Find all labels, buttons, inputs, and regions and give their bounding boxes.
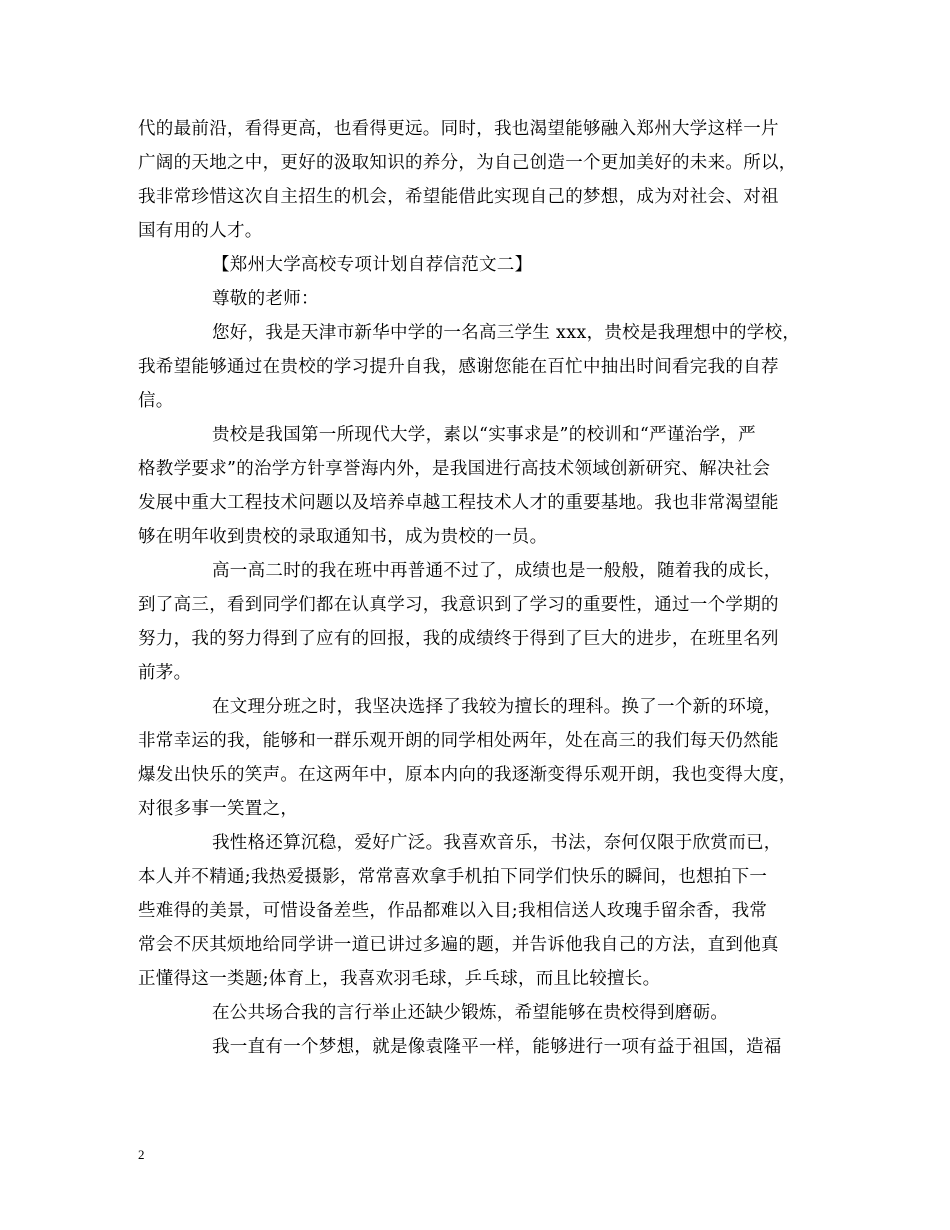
text-line: 您好，我是天津市新华中学的一名高三学生 xxx，贵校是我理想中的学校，: [212, 323, 801, 343]
text-line: 我非常珍惜这次自主招生的机会，希望能借此实现自己的梦想，成为对社会、对祖: [138, 187, 779, 207]
document-body: [138, 112, 818, 1064]
text-line: 常会不厌其烦地给同学讲一道已讲过多遍的题，并告诉他我自己的方法，直到他真: [138, 935, 779, 955]
section-heading: 【郑州大学高校专项计划自荐信范文二】: [212, 255, 533, 275]
text-line: 在文理分班之时，我坚决选择了我较为擅长的理科。换了一个新的环境，: [212, 697, 782, 717]
text-line: 信。: [138, 391, 174, 411]
text-line: 贵校是我国第一所现代大学，素以“实事求是”的校训和“严谨治学，严: [212, 425, 756, 445]
text-line: 些难得的美景，可惜设备差些，作品都难以入目;我相信送人玫瑰手留余香，我常: [138, 901, 768, 921]
text-line: 本人并不精通;我热爱摄影，常常喜欢拿手机拍下同学们快乐的瞬间，也想拍下一: [138, 867, 768, 887]
text-line: 发展中重大工程技术问题以及培养卓越工程技术人才的重要基地。我也非常渴望能: [138, 493, 779, 513]
text-line: 到了高三，看到同学们都在认真学习，我意识到了学习的重要性，通过一个学期的: [138, 595, 779, 615]
text-line: 爆发出快乐的笑声。在这两年中，原本内向的我逐渐变得乐观开朗，我也变得大度，: [138, 765, 797, 785]
text-line: 努力，我的努力得到了应有的回报，我的成绩终于得到了巨大的进步，在班里名列: [138, 629, 779, 649]
text-line: 够在明年收到贵校的录取通知书，成为贵校的一员。: [138, 527, 548, 547]
text-line: 在公共场合我的言行举止还缺少锻炼，希望能够在贵校得到磨砺。: [212, 1003, 729, 1023]
text-line: 前茅。: [138, 663, 192, 683]
text-line: 我希望能够通过在贵校的学习提升自我，感谢您能在百忙中抽出时间看完我的自荐: [138, 357, 779, 377]
text-line: 我性格还算沉稳，爱好广泛。我喜欢音乐，书法，奈何仅限于欣赏而已，: [212, 833, 782, 853]
text-line: 我一直有一个梦想，就是像袁隆平一样，能够进行一项有益于祖国，造福: [212, 1037, 782, 1057]
text-line: 广阔的天地之中，更好的汲取知识的养分，为自己创造一个更加美好的未来。所以，: [138, 153, 797, 173]
text-line: 国有用的人才。: [138, 221, 263, 241]
page-number: 2: [138, 1147, 145, 1162]
text-line: 非常幸运的我，能够和一群乐观开朗的同学相处两年，处在高三的我们每天仍然能: [138, 731, 779, 751]
text-line: 代的最前沿，看得更高，也看得更远。同时，我也渴望能够融入郑州大学这样一片: [138, 119, 779, 139]
text-line: 高一高二时的我在班中再普通不过了，成绩也是一般般，随着我的成长，: [212, 561, 782, 581]
salutation: 尊敬的老师：: [212, 289, 319, 309]
text-line: 对很多事一笑置之，: [138, 799, 299, 819]
text-line: 正懂得这一类题;体育上，我喜欢羽毛球，乒乓球，而且比较擅长。: [138, 969, 661, 989]
text-line: 格教学要求”的治学方针享誉海内外，是我国进行高技术领域创新研究、解决社会: [138, 459, 771, 479]
